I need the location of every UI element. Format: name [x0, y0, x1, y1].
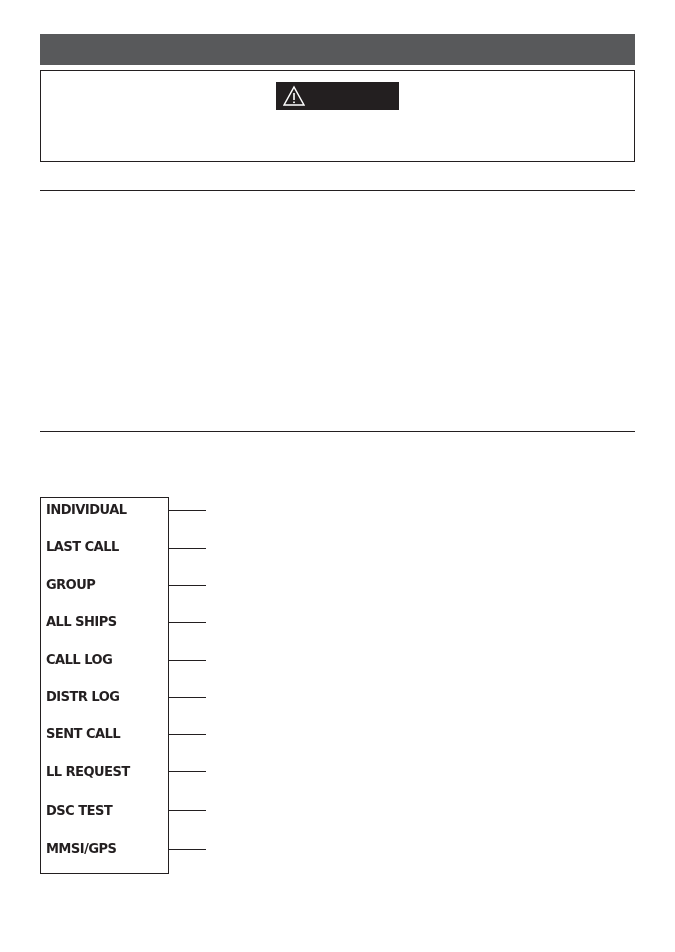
menu-item-dsc-test[interactable]: DSC TEST — [46, 804, 113, 819]
leader-line — [169, 585, 206, 586]
leader-line — [169, 510, 206, 511]
section-divider — [40, 431, 635, 432]
warning-triangle-icon — [283, 85, 305, 107]
warning-box — [40, 70, 635, 162]
leader-line — [169, 622, 206, 623]
menu-item-last-call[interactable]: LAST CALL — [46, 540, 119, 555]
dsc-menu-box — [40, 497, 169, 874]
menu-item-group[interactable]: GROUP — [46, 578, 96, 593]
leader-line — [169, 660, 206, 661]
menu-item-distr-log[interactable]: DISTR LOG — [46, 690, 120, 705]
leader-line — [169, 734, 206, 735]
menu-item-call-log[interactable]: CALL LOG — [46, 653, 113, 668]
leader-line — [169, 849, 206, 850]
section-divider — [40, 190, 635, 191]
menu-item-ll-request[interactable]: LL REQUEST — [46, 765, 130, 780]
leader-line — [169, 697, 206, 698]
leader-line — [169, 548, 206, 549]
menu-item-individual[interactable]: INDIVIDUAL — [46, 503, 127, 518]
leader-line — [169, 771, 206, 772]
section-header-bar — [40, 34, 635, 65]
menu-item-sent-call[interactable]: SENT CALL — [46, 727, 121, 742]
warning-label — [276, 82, 399, 110]
menu-item-mmsi-gps[interactable]: MMSI/GPS — [46, 842, 117, 857]
menu-item-all-ships[interactable]: ALL SHIPS — [46, 615, 117, 630]
leader-line — [169, 810, 206, 811]
